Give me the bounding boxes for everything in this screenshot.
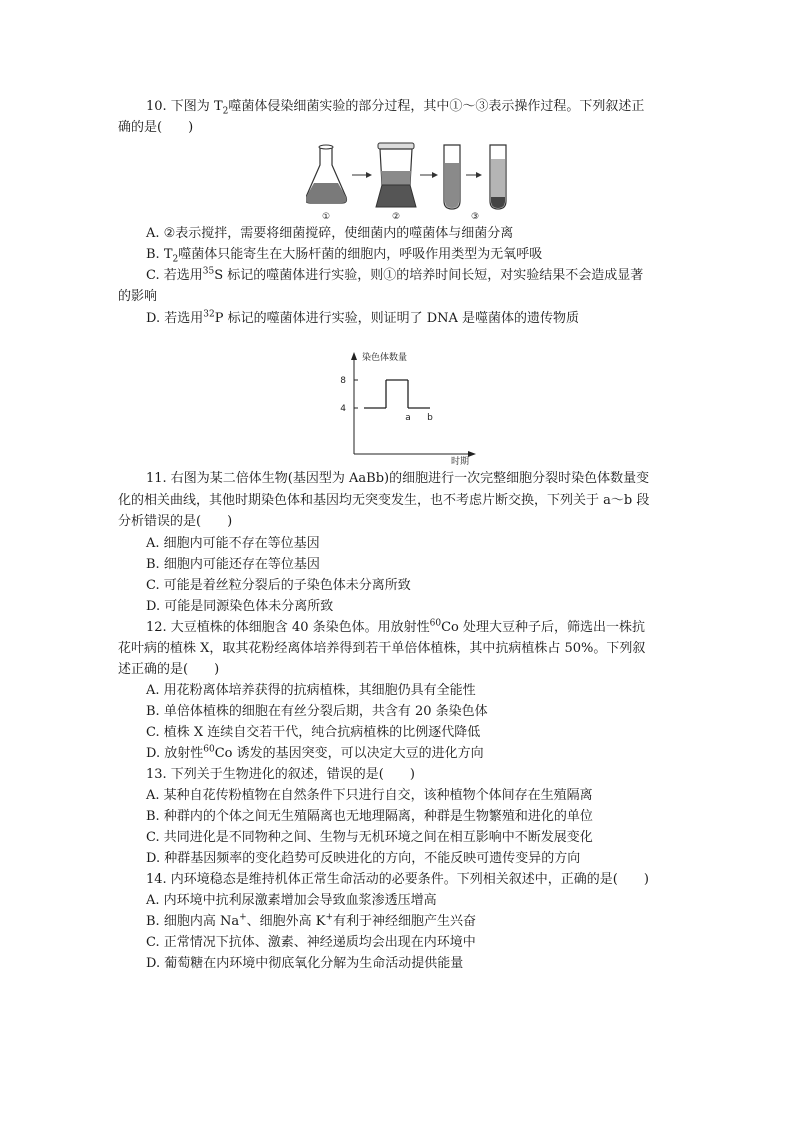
q10-option-b-text-b: 噬菌体只能寄生在大肠杆菌的细胞内，呼吸作用类型为无氧呼吸 bbox=[178, 247, 543, 262]
q12-stem-line1 bbox=[146, 618, 706, 637]
chart-series-line bbox=[364, 380, 430, 408]
q10-option-a: A. ②表示搅拌，需要将细菌搅碎，使细菌内的噬菌体与细菌分离 bbox=[146, 226, 514, 241]
q10-stem-line1 bbox=[146, 97, 706, 116]
test-tube-1-icon bbox=[444, 145, 460, 209]
q14-option-d: D. 葡萄糖在内环境中彻底氧化分解为生命活动提供能量 bbox=[146, 956, 464, 971]
q10-option-b-subscript: 2 bbox=[172, 254, 179, 265]
q12-stem-line3: 述正确的是( ) bbox=[118, 662, 220, 677]
fig-label-3: ③ bbox=[470, 212, 480, 221]
q13-option-a: A. 某种自花传粉植物在自然条件下只进行自交，该种植物个体间存在生殖隔离 bbox=[146, 788, 593, 803]
fig-label-1: ① bbox=[321, 212, 331, 221]
q13-stem: 13. 下列关于生物进化的叙述，错误的是( ) bbox=[146, 767, 415, 782]
q12-stem-superscript: 60 bbox=[429, 618, 442, 629]
q10-option-c-superscript: 35 bbox=[202, 266, 215, 277]
q14-option-a: A. 内环境中抗利尿激素增加会导致血浆渗透压增高 bbox=[146, 893, 437, 908]
phage-experiment-figure bbox=[306, 141, 526, 221]
q14-option-b-superscript-2: + bbox=[325, 912, 334, 923]
q11-stem-line2: 化的相关曲线，其他时期染色体和基因均无突变发生，也不考虑片断交换，下列关于 a～b 段 bbox=[118, 493, 650, 508]
q12-option-a: A. 用花粉离体培养获得的抗病植株，其细胞仍具有全能性 bbox=[146, 683, 476, 698]
arrow-3-head bbox=[476, 172, 482, 178]
q10-option-c-text-a: C. 若选用 bbox=[146, 268, 203, 283]
q12-option-d-superscript: 60 bbox=[203, 744, 215, 755]
q10-option-c bbox=[146, 266, 706, 285]
q10-option-d bbox=[146, 309, 706, 328]
fig-label-2: ② bbox=[391, 212, 401, 221]
q10-stem-line2: 确的是( ) bbox=[118, 120, 194, 135]
q14-option-c: C. 正常情况下抗体、激素、神经递质均会出现在内环境中 bbox=[146, 935, 476, 950]
q12-stem-text-b: Co 处理大豆种子后，筛选出一株抗 bbox=[441, 620, 645, 635]
q11-option-b: B. 细胞内可能还存在等位基因 bbox=[146, 557, 320, 572]
x-axis-label: 时期 bbox=[450, 457, 470, 465]
q12-stem-text-a: 12. 大豆植株的体细胞含 40 条染色体。用放射性 bbox=[146, 620, 430, 635]
q11-option-a: A. 细胞内可能不存在等位基因 bbox=[146, 536, 320, 551]
q14-stem: 14. 内环境稳态是维持机体正常生命活动的必要条件。下列相关叙述中，正确的是( ) bbox=[146, 872, 649, 887]
y-axis-arrow bbox=[351, 352, 357, 360]
q11-option-d: D. 可能是同源染色体未分离所致 bbox=[146, 599, 334, 614]
q10-option-b-text-a: B. T bbox=[146, 247, 173, 262]
q10-option-b bbox=[146, 245, 706, 264]
q10-stem-subscript: 2 bbox=[222, 106, 229, 117]
q10-stem-text-b: 噬菌体侵染细菌实验的部分过程，其中①～③表示操作过程。下列叙述正 bbox=[228, 99, 645, 114]
q10-option-d-text-b: P 标记的噬菌体进行实验，则证明了 DNA 是噬菌体的遗传物质 bbox=[214, 311, 580, 326]
y-axis-label: 染色体数量 bbox=[362, 353, 408, 363]
test-tube-2-icon bbox=[490, 145, 506, 209]
q13-option-b: B. 种群内的个体之间无生殖隔离也无地理隔离，种群是生物繁殖和进化的单位 bbox=[146, 809, 593, 824]
q14-option-b bbox=[146, 912, 706, 931]
arrow-2-head bbox=[432, 172, 438, 178]
q12-option-d-text-a: D. 放射性 bbox=[146, 746, 204, 761]
q10-option-c-text-b: S 标记的噬菌体进行实验，则①的培养时间长短，对实验结果不会造成显著 bbox=[214, 268, 644, 283]
chart-point-b-label: b bbox=[427, 413, 433, 423]
chart-point-a-label: a bbox=[405, 413, 411, 423]
q11-stem-line3: 分析错误的是( ) bbox=[118, 514, 233, 529]
arrow-1-head bbox=[366, 172, 372, 178]
q12-option-b: B. 单倍体植株的细胞在有丝分裂后期，共含有 20 条染色体 bbox=[146, 704, 488, 719]
q11-option-c: C. 可能是着丝粒分裂后的子染色体未分离所致 bbox=[146, 578, 411, 593]
q10-option-d-text-a: D. 若选用 bbox=[146, 311, 204, 326]
q10-option-c-line2: 的影响 bbox=[118, 289, 158, 304]
q10-stem-text-a: 10. 下图为 T bbox=[146, 99, 223, 114]
q12-option-d bbox=[146, 744, 706, 763]
q12-stem-line2: 花叶病的植株 X，取其花粉经离体培养得到若干单倍体植株，其中抗病植株占 50%。下列叙 bbox=[118, 641, 646, 656]
q14-option-b-superscript-1: + bbox=[239, 912, 247, 923]
q10-option-d-superscript: 32 bbox=[203, 309, 215, 320]
q14-option-b-text-c: 有利于神经细胞产生兴奋 bbox=[333, 914, 477, 929]
q11-stem-line1: 11. 右图为某二倍体生物(基因型为 AaBb)的细胞进行一次完整细胞分裂时染色体数量变 bbox=[146, 471, 650, 486]
q13-option-d: D. 种群基因频率的变化趋势可反映进化的方向，不能反映可遗传变异的方向 bbox=[146, 851, 581, 866]
x-axis-arrow bbox=[468, 451, 476, 457]
chromosome-count-chart bbox=[330, 350, 480, 465]
flask-icon bbox=[306, 145, 347, 203]
blender-icon bbox=[376, 143, 416, 207]
y-tick-label-4: 4 bbox=[340, 404, 346, 414]
q12-option-d-text-b: Co 诱发的基因突变，可以决定大豆的进化方向 bbox=[214, 746, 484, 761]
q14-option-b-text-b: 、细胞外高 K bbox=[246, 914, 326, 929]
q13-option-c: C. 共同进化是不同物种之间、生物与无机环境之间在相互影响中不断发展变化 bbox=[146, 830, 593, 845]
q12-option-c: C. 植株 X 连续自交若干代，纯合抗病植株的比例逐代降低 bbox=[146, 725, 481, 740]
y-tick-label-8: 8 bbox=[340, 376, 346, 386]
q14-option-b-text-a: B. 细胞内高 Na bbox=[146, 914, 240, 929]
